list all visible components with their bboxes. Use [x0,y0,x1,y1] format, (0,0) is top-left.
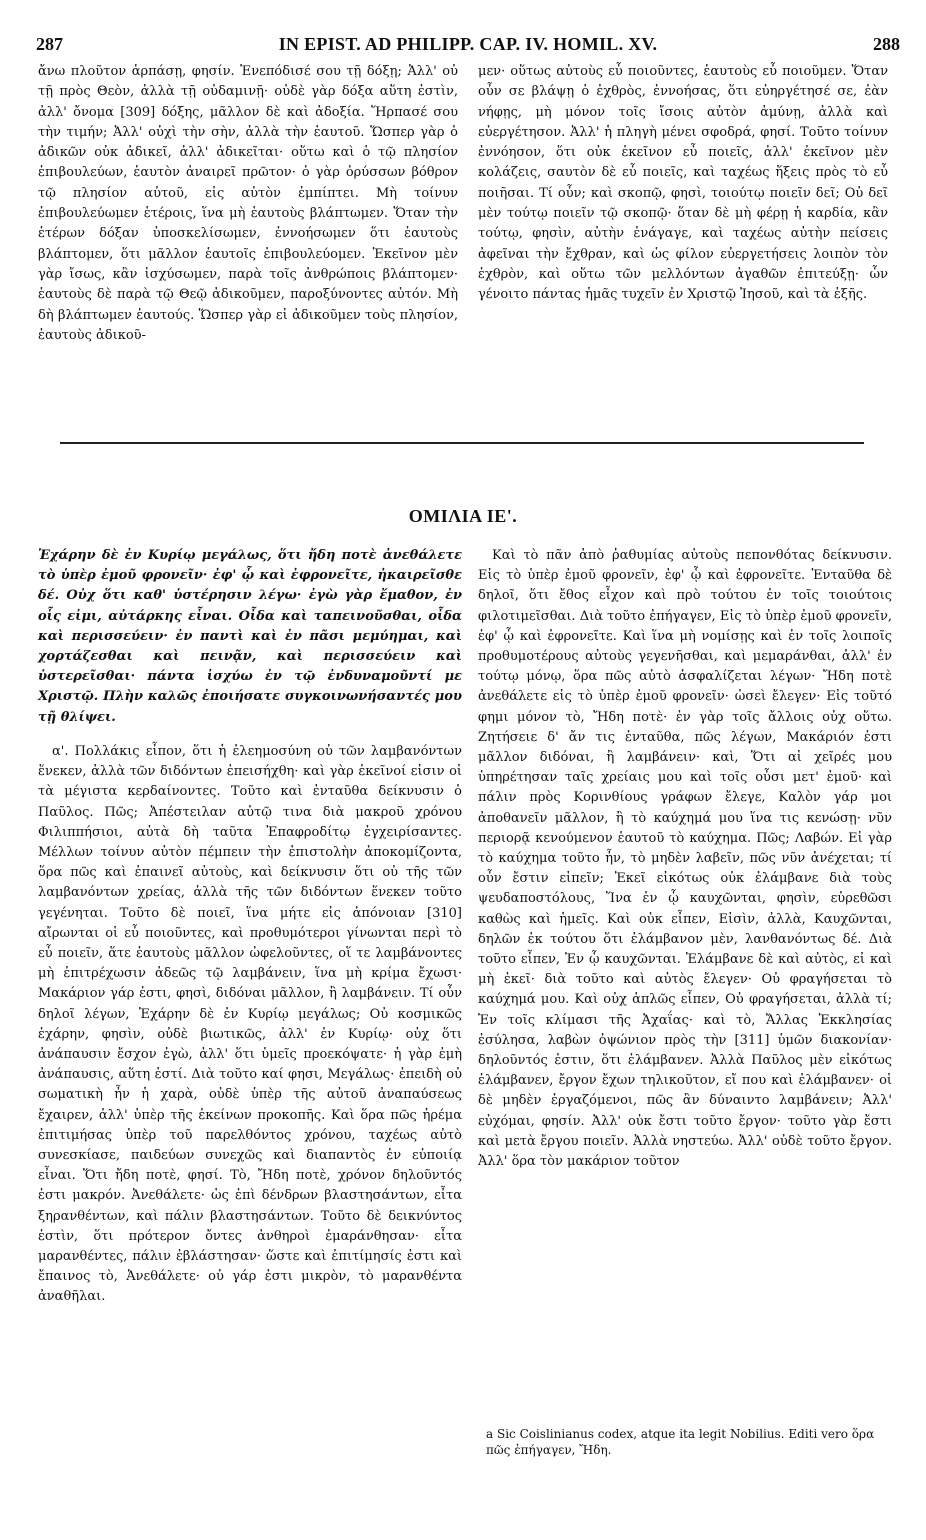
footnote: a Sic Coislinianus codex, atque ita legit Nobilius. Editi vero ὅρα πῶς ἐπήγαγεν, Ἤδη. [486,1427,875,1457]
bottom-right-column [478,546,892,1172]
homily-title: ΟΜΙΛΙΑ ΙΕ'. [408,506,518,526]
top-left-paragraph: ἄνω πλοῦτον ἁρπάσῃ, φησίν. Ἐνεπόδισέ σου τῇ δόξῃ; Ἀλλ' οὐ τῇ πρὸς Θεὸν, ἀλλὰ τῇ οὐδαμινῇ· οὐδὲ γὰρ δόξα αὕτη ἐστὶν, ἀλλ' ὄνομα [309] δόξης, μᾶλλον δὲ καὶ ἀδοξία. Ἥρπασέ σου τὴν τιμήν; Ἀλλ' οὐχὶ τὴν σὴν, ἀλλὰ τὴν ἑαυτοῦ. Ὥσπερ γὰρ ὁ ἀδικῶν οὐκ ἀδικεῖ, ἀλλ' ἀδικεῖται· οὕτω καὶ ὁ τῷ πλησίον ἐπιβουλεύων, ἑαυτὸν ἀναιρεῖ πρῶτον· ὁ γὰρ ὀρύσσων βόθρον τῷ πλησίον αὐτοῦ, εἰς αὐτὸν ἐμπίπτει. Μὴ τοίνυν ἐπιβουλεύωμεν ἑτέροις, ἵνα μὴ ἑαυτοὺς βλάπτωμεν. Ὅταν τὴν ἑτέρων δόξαν ὑποσκελίσωμεν, ἐννοήσωμεν ὅτι ἑαυτοὺς βλάπτομεν, ὅτι μᾶλλον ἑαυτοῖς ἐπιβουλεύομεν. Ἐκεῖνον μὲν γὰρ ἴσως, κἂν ἰσχύσωμεν, παρὰ τοῖς ἀνθρώποις βλάπτομεν· ἑαυτοὺς δὲ παρὰ τῷ Θεῷ ἀδικοῦμεν, παροξύνοντες αὐτόν. Μὴ δὴ βλάπτωμεν ἑαυτούς. Ὥσπερ γὰρ εἰ ἀδικοῦμεν τοὺς πλησίον, ἑαυτοὺς ἀδικοῦ- [38,64,458,343]
page-number-right: 288 [873,34,900,54]
page-number-left: 287 [36,34,63,54]
running-header [36,34,900,58]
bottom-left-paragraph: α'. Πολλάκις εἶπον, ὅτι ἡ ἐλεημοσύνη οὐ τῶν λαμβανόντων ἕνεκεν, ἀλλὰ τῶν διδόντων ἐπεισήχθη· καὶ γὰρ ἐκεῖνοί εἰσιν οἱ τὰ μέγιστα κερδαίνοντες. Τοῦτο καὶ ἐνταῦθα δείκνυσιν ὁ Παῦλος. Πῶς; Ἀπέστειλαν αὐτῷ τινα διὰ μακροῦ χρόνου Φιλιππήσιοι, αὐτὰ δὴ ταῦτα Ἐπαφροδίτῳ ἐγχειρίσαντες. Μέλλων τοίνυν αὐτὸν πέμπειν τὴν ἐπιστολὴν ἀποκομίζοντα, ὅρα πῶς καὶ ἐπαινεῖ αὐτοὺς, καὶ δείκνυσιν ὅτι οὐ τῆς τῶν λαμβανόντων χρείας, ἀλλὰ τῆς τῶν διδόντων ἕνεκεν τοῦτο γεγένηται. Τοῦτο δὲ ποιεῖ, ἵνα μήτε εἰς ἀπόνοιαν [310] αἴρωνται οἱ εὖ ποιοῦντες, καὶ προθυμότεροι γίνωνται περὶ τὸ εὖ ποιεῖν, ἅτε ἑαυτοὺς μᾶλλον ὠφελοῦντες, οἵ τε λαμβάνοντες μὴ ἐπιτρέχωσιν ἀδεῶς τῷ λαμβάνειν, ἵνα μὴ κρίμα ἔχωσι· Μακάριον γάρ ἐστι, φησὶ, διδόναι μᾶλλον, ἢ λαμβάνειν. Τί οὖν δηλοῖ λέγων, Ἐχάρην δὲ ἐν Κυρίῳ μεγάλως; Οὐ κοσμικῶς ἐχάρην, φησὶν, οὐδὲ βιωτικῶς, ἀλλ' ἐν Κυρίῳ· οὐχ ὅτι ἀνάπαυσιν ἔσχον ἐγὼ, ἀλλ' ὅτι ὑμεῖς προεκόψατε· ἡ γὰρ ἐμὴ ἀνάπαυσις, αὕτη ἐστί. Διὰ τοῦτο καί φησι, Μεγάλως· ἐπειδὴ οὐ σωματικὴ ἦν ἡ χαρὰ, οὐδὲ ὑπὲρ τῆς αὐτοῦ ἀναπαύσεως ἔχαιρεν, ἀλλ' ὑπὲρ τῆς ἐκείνων προκοπῆς. Καὶ ὅρα πῶς ἠρέμα ἐπιτιμήσας ὑπὲρ τοῦ παρελθόντος χρόνου, ταχέως αὐτὸ συνεσκίασε, παιδεύων συνεχῶς καὶ διαπαντὸς ἐν εὐποιίᾳ εἶναι. Ὅτι ἤδη ποτὲ, φησί. Τὸ, Ἤδη ποτὲ, χρόνον δηλοῦντός ἐστι μακρόν. Ἀνεθάλετε· ὡς ἐπὶ δένδρων βλαστησάντων, εἶτα ξηρανθέντων, καὶ πάλιν βλαστησάντων. Τοῦτο δὲ δεικνύντος ἐστὶν, ὅτι πρότερον ὄντες ἀνθηροὶ ἐμαράνθησαν· εἶτα μαρανθέντες, πάλιν ἐβλάστησαν· ὥστε καὶ ἐπιτίμησίς ἐστι καὶ ἔπαινος τὸ, Ἀνεθάλετε· οὐ γάρ ἐστι μικρὸν, τὸ μαρανθέντα ἀναθῆλαι. [38,744,462,1305]
bottom-right-paragraph: Καὶ τὸ πᾶν ἀπὸ ῥαθυμίας αὐτοὺς πεπονθότας δείκνυσιν. Εἰς τὸ ὑπὲρ ἐμοῦ φρονεῖν, ἐφ' ᾧ καὶ ἐφρονεῖτε. Ἐνταῦθα δὲ δηλοῖ, ὅτι ἔθος εἶχον καὶ πρὸ τούτου ἐν τοῖς τοιούτοις φιλοτιμεῖσθαι. Διὰ τοῦτο ἐπήγαγεν, Εἰς τὸ ὑπὲρ ἐμοῦ φρονεῖν, ἐφ' ᾧ καὶ ἐφρονεῖτε. Καὶ ἵνα μὴ νομίσῃς καὶ ἐν τοῖς λοιποῖς προθυμοτέρους αὐτοὺς γεγενῆσθαι, καὶ μεμαράνθαι, ἀλλ' ἐν τούτῳ μόνῳ, ὅρα πῶς αὐτὸ ἀσφαλίζεται λέγων· Ἤδη ποτὲ ἀνεθάλετε εἰς τὸ ὑπὲρ ἐμοῦ φρονεῖν· ὡσεὶ ἔλεγεν· Εἰς τοῦτό φημι μόνον τὸ, Ἤδη ποτὲ· ἐν γὰρ τοῖς ἄλλοις οὐχ οὕτω. Ζητήσειε δ' ἄν τις ἐνταῦθα, πῶς λέγων, Μακάριόν ἐστι μᾶλλον διδόναι, ἢ λαμβάνειν· καὶ, Ὅτι αἱ χεῖρές μου ὑπηρέτησαν ταῖς χρείαις μου καὶ τοῖς οὖσι μετ' ἐμοῦ· καὶ πάλιν πρὸς Κορινθίους γράφων ἔλεγε, Καλὸν γάρ μοι ἀποθανεῖν μᾶλλον, ἢ τὸ καύχημά μου ἵνα τις κενώσῃ· νῦν περιορᾷ κενούμενον ἑαυτοῦ τὸ καύχημα. Πῶς; Λαβών. Εἰ γὰρ τὸ καύχημα τοῦτο ἦν, τὸ μηδὲν λαβεῖν, πῶς νῦν ἀνέχεται; τί οὖν ἔστιν εἰπεῖν; Ἐκεῖ εἰκότως οὐκ ἐλάμβανε διὰ τοὺς ψευδαποστόλους, Ἵνα ἐν ᾧ καυχῶνται, φησὶν, εὑρεθῶσι καθὼς καὶ ἡμεῖς. Καὶ οὐκ εἶπεν, Εἰσὶν, ἀλλὰ, Καυχῶνται, δηλῶν ἐκ τούτου ὅτι ἐλάμβανον μὲν, λανθανόντως δέ. Διὰ τοῦτο εἶπεν, Ἐν ᾧ καυχῶνται. Ἐλάμβανε δὲ καὶ αὐτὸς, εἰ καὶ μὴ ἐκεῖ· διὰ τοῦτο καὶ αὐτὸς ἔλεγεν· Οὐ φραγήσεται τὸ καύχημά μου. Καὶ οὐχ ἁπλῶς εἶπεν, Οὐ φραγήσεται, ἀλλὰ τί; Ἐν τοῖς κλίμασι τῆς Ἀχαΐας· καὶ τὸ, Ἄλλας Ἐκκλησίας ἐσύλησα, λαβὼν ὀψώνιον πρὸς τὴν [311] ὑμῶν διακονίαν· δηλοῦντός ἐστιν, ὅτι ἐλάμβανεν. Ἀλλὰ Παῦλος μὲν εἰκότως ἐλάμβανεν, ἔργον ἔχων τηλικοῦτον, εἴ που καὶ ἐλάμβανεν· οἱ δὲ μηδὲν ἐργαζόμενοι, πῶς ἂν δύναιντο λαμβάνειν; Ἀλλ' εὐχόμαι, φησίν. Ἀλλ' οὐκ ἔστι τοῦτο ἔργον· τοῦτο γὰρ ἔστι καὶ μετὰ ἔργου ποιεῖν. Ἀλλὰ νηστεύω. Ἀλλ' οὐδὲ τοῦτο ἔργον. Ἀλλ' ὅρα τὸν μακάριον τοῦτον [478,548,892,1170]
top-right-column [478,62,888,306]
section-divider [60,442,864,444]
top-right-paragraph: μεν· οὕτως αὐτοὺς εὖ ποιοῦντες, ἑαυτοὺς εὖ ποιοῦμεν. Ὅταν οὖν σε βλάψῃ ὁ ἐχθρὸς, ἐννοήσας, ὅτι εὐηργέτησέ σε, ἐὰν νήφῃς, μὴ μόνον τοῖς ἴσοις αὐτὸν ἀμύνῃ, ἀλλὰ καὶ εὐεργέτησον. Ἀλλ' ἡ πληγὴ μένει σφοδρά, φησί. Τοῦτο τοίνυν ἐννόησον, ὅτι οὐκ ἐκεῖνον εὖ ποιεῖς, ἀλλ' ἐκεῖνον μὲν κολάζεις, σαυτὸν δὲ εὖ ποιεῖς, καὶ ταχέως ἥξεις πρὸς τὸ εὖ ποιῆσαι. Τί οὖν; καὶ σκοπῷ, φησὶ, τοιούτῳ ποιεῖν δεῖ; Οὐ δεῖ μὲν τούτῳ ποιεῖν τῷ σκοπῷ· ὅταν δὲ μὴ φέρῃ ἡ καρδία, κἂν τούτῳ, φησὶν, αὐτὴν ἐνάγαγε, καὶ ταχέως αὐτὴν πείσεις ἀφεῖναι τὴν ἔχθραν, καὶ ὡς φίλον εὐεργετήσεις λοιπὸν τὸν ἐχθρὸν, καὶ οὕτω τῶν μελλόντων ἀγαθῶν ἐπιτεύξῃ· ὧν γένοιτο πάντας ἡμᾶς τυχεῖν ἐν Χριστῷ Ἰησοῦ, καὶ τὰ ἑξῆς. [478,64,888,303]
bottom-left-column [38,742,462,1308]
running-title: IN EPIST. AD PHILIPP. CAP. IV. HOMIL. XV. [278,34,658,54]
scripture-paragraph: Ἐχάρην δὲ ἐν Κυρίῳ μεγάλως, ὅτι ἤδη ποτὲ ἀνεθάλετε τὸ ὑπὲρ ἐμοῦ φρονεῖν· ἐφ' ᾧ καὶ ἐφρονεῖτε, ἠκαιρεῖσθε δέ. Οὐχ ὅτι καθ' ὑστέρησιν λέγω· ἐγὼ γὰρ ἔμαθον, ἐν οἷς εἰμι, αὐτάρκης εἶναι. Οἶδα καὶ ταπεινοῦσθαι, οἶδα καὶ περισσεύειν· ἐν παντὶ καὶ ἐν πᾶσι μεμύημαι, καὶ χορτάζεσθαι καὶ πεινᾷν, καὶ περισσεύειν καὶ ὑστερεῖσθαι· πάντα ἰσχύω ἐν τῷ ἐνδυναμοῦντί με Χριστῷ. Πλὴν καλῶς ἐποιήσατε συγκοινωνήσαντές μου τῇ θλίψει. [38,548,462,725]
top-left-column [38,62,458,346]
scripture-passage [38,546,462,728]
